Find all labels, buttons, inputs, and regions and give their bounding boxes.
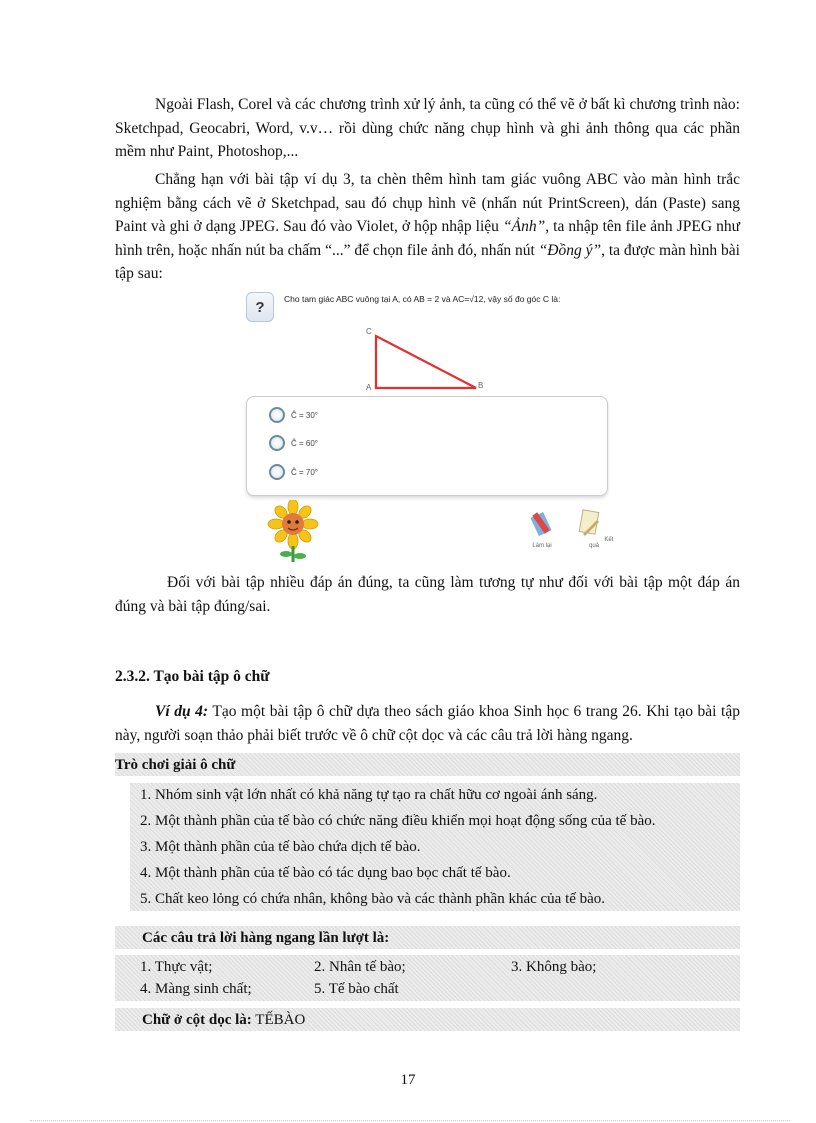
page-number: 17: [400, 1072, 416, 1088]
answer-panel: [246, 396, 608, 496]
paragraph-example-part-b: , ta nhập tên file ảnh JPEG như hình trên, hoặc nhấn nút ba chấm “...” để chọn file ảnh đó, nhấn nút: [115, 218, 740, 259]
answers-block: [115, 955, 740, 1001]
crossword-questions: [130, 783, 740, 911]
vertex-b-label: B: [478, 381, 484, 390]
triangle-figure: [364, 326, 504, 392]
list-item: 2. Một thành phần của tế bào có chức năng điều khiển mọi hoạt động sống của tế bào.: [140, 813, 656, 829]
vertical-value: TẾBÀO: [255, 1012, 306, 1028]
result-paper-icon: [575, 508, 603, 538]
reset-button[interactable]: [522, 508, 562, 549]
vertical-answer-row: [115, 1008, 740, 1031]
list-item: 1. Nhóm sinh vật lớn nhất có khả năng tự tạo ra chất hữu cơ ngoài ánh sáng.: [140, 787, 598, 803]
reset-label: Làm lại: [532, 543, 552, 549]
list-item: 3. Một thành phần của tế bào chứa dịch tế bào.: [140, 839, 421, 855]
radio-icon[interactable]: [269, 407, 285, 423]
answer-4: 4. Màng sinh chất;: [140, 981, 252, 997]
answer-3: 3. Không bào;: [511, 959, 597, 975]
paragraph-example: [115, 168, 740, 286]
list-item: 5. Chất keo lỏng có chứa nhân, không bào và các thành phần khác của tế bào.: [140, 891, 606, 907]
paragraph-example-part-c: , ta được màn hình bài tập sau:: [115, 241, 740, 282]
answer-option-2[interactable]: [269, 435, 318, 451]
answers-title-row: [115, 926, 740, 949]
paragraph-example-anh: “Ảnh”: [502, 218, 546, 235]
paragraph-example-dongy: “Đồng ý”: [538, 241, 602, 259]
answer-1: 1. Thực vật;: [140, 959, 213, 975]
eraser-pencil-icon: [528, 508, 556, 538]
quiz-screenshot: [240, 290, 620, 565]
vertical-answer: [142, 1011, 305, 1029]
answer-option-2-label: Ĉ = 60°: [291, 438, 318, 448]
paragraph-example-part-a: Chẳng hạn với bài tập ví dụ 3, ta chèn thêm hình tam giác vuông ABC vào màn hình trắc nghiệm bằng cách vẽ ở Sketchpad, sau đó chụp hình vẽ (nhấn nút PrintScreen), dán (Paste) sang Paint và ghi ở dạng JPEG. Sau đó vào Violet, ở hộp nhập liệu: [115, 171, 740, 235]
radio-icon[interactable]: [269, 435, 285, 451]
paragraph-multi-answer: Đối với bài tập nhiều đáp án đúng, ta cũng làm tương tự như đối với bài tập một đáp án đúng và bài tập đúng/sai.: [115, 574, 740, 615]
section-heading: 2.3.2. Tạo bài tập ô chữ: [115, 668, 270, 685]
vertical-label: Chữ ở cột dọc là:: [142, 1012, 252, 1028]
vertex-a-label: A: [366, 383, 372, 392]
answer-5: 5. Tế bào chất: [314, 981, 399, 997]
paragraph-example-4: [115, 700, 740, 747]
answers-title: Các câu trả lời hàng ngang lần lượt là:: [142, 930, 390, 946]
page-bottom-divider: [30, 1120, 790, 1121]
sunflower-mascot-icon: [265, 500, 321, 562]
example-4-text: Tạo một bài tập ô chữ dựa theo sách giáo khoa Sinh học 6 trang 26. Khi tạo bài tập này, người soạn thảo phải biết trước về ô chữ cột dọc và các câu trả lời hàng ngang.: [115, 703, 740, 744]
answer-2: 2. Nhân tế bào;: [314, 959, 406, 975]
crossword-title-row: [115, 753, 740, 776]
answer-option-1-label: Ĉ = 30°: [291, 410, 318, 420]
list-item: 4. Một thành phần của tế bào có tác dụng bao bọc chất tế bào.: [140, 865, 511, 881]
question-badge-icon: ?: [246, 292, 274, 322]
answer-option-1[interactable]: [269, 407, 318, 423]
crossword-title: Trò chơi giải ô chữ: [115, 757, 236, 773]
result-button[interactable]: [574, 508, 614, 549]
quiz-question: Cho tam giác ABC vuông tại A, có AB = 2 và AC=√12, vậy số đo góc C là:: [284, 294, 561, 304]
vertex-c-label: C: [366, 327, 372, 336]
paragraph-intro: Ngoài Flash, Corel và các chương trình xử lý ảnh, ta cũng có thể vẽ ở bất kì chương trình nào: Sketchpad, Geocabri, Word, v.v… rồi dùng chức năng chụp hình và ghi ảnh thông qua các phần mềm như Paint, Photoshop,...: [115, 96, 740, 160]
result-label: Kết quả: [588, 537, 614, 549]
example-4-label: Ví dụ 4:: [155, 703, 209, 720]
answer-option-3-label: Ĉ = 70°: [291, 467, 318, 477]
radio-icon[interactable]: [269, 464, 285, 480]
answer-option-3[interactable]: [269, 464, 318, 480]
